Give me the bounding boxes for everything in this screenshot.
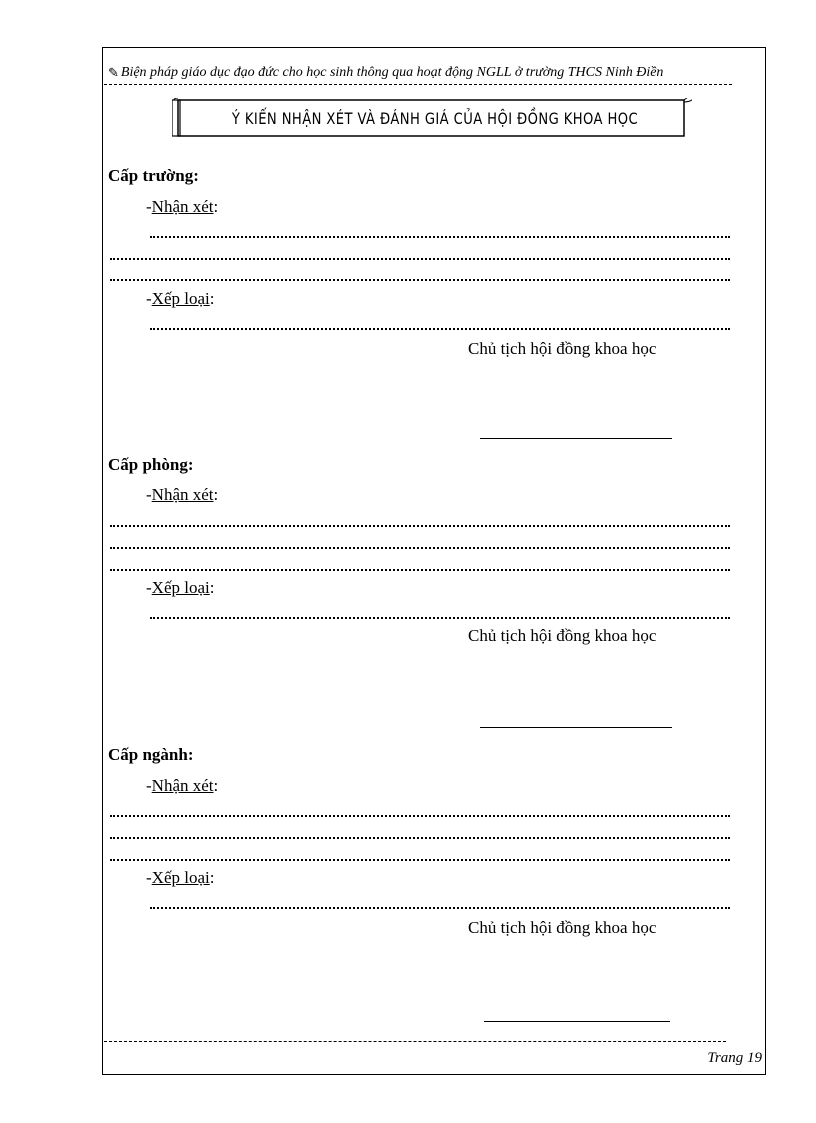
pen-icon: ✎ [108,65,119,80]
signature-line [484,1021,670,1022]
rating-label: -Xếp loại: [146,578,215,597]
signature-line [480,727,672,728]
comment-line [110,279,730,281]
rating-line [150,617,730,619]
comment-line [110,547,730,549]
footer-divider [104,1041,726,1042]
comment-line [110,837,730,839]
comment-line [110,815,730,817]
banner-title: Ý KIẾN NHẬN XÉT VÀ ĐÁNH GIÁ CỦA HỘI ĐỒNG KHOA HỌC [231,108,639,128]
comment-line [110,258,730,260]
signature-title: Chủ tịch hội đồng khoa học [468,339,657,358]
signature-title: Chủ tịch hội đồng khoa học [468,918,657,937]
comment-label: -Nhận xét: [146,485,219,504]
comment-line [150,236,730,238]
signature-line [480,438,672,439]
comment-line [110,525,730,527]
section-heading-nganh: Cấp ngành: [108,745,194,764]
signature-title: Chủ tịch hội đồng khoa học [468,626,657,645]
rating-line [150,907,730,909]
section-heading-phong: Cấp phòng: [108,455,194,474]
section-heading-truong: Cấp trường: [108,166,199,185]
comment-label: -Nhận xét: [146,197,219,216]
title-banner [172,98,692,138]
comment-line [110,569,730,571]
comment-line [110,859,730,861]
rating-line [150,328,730,330]
rating-label: -Xếp loại: [146,289,215,308]
header-text: Biện pháp giáo dục đạo đức cho học sinh thông qua hoạt động NGLL ở trường THCS Ninh Điền [120,65,664,80]
header-divider [104,84,732,85]
page-number: Trang 19 [707,1050,762,1066]
page-header [108,62,736,84]
rating-label: -Xếp loại: [146,868,215,887]
comment-label: -Nhận xét: [146,776,219,795]
